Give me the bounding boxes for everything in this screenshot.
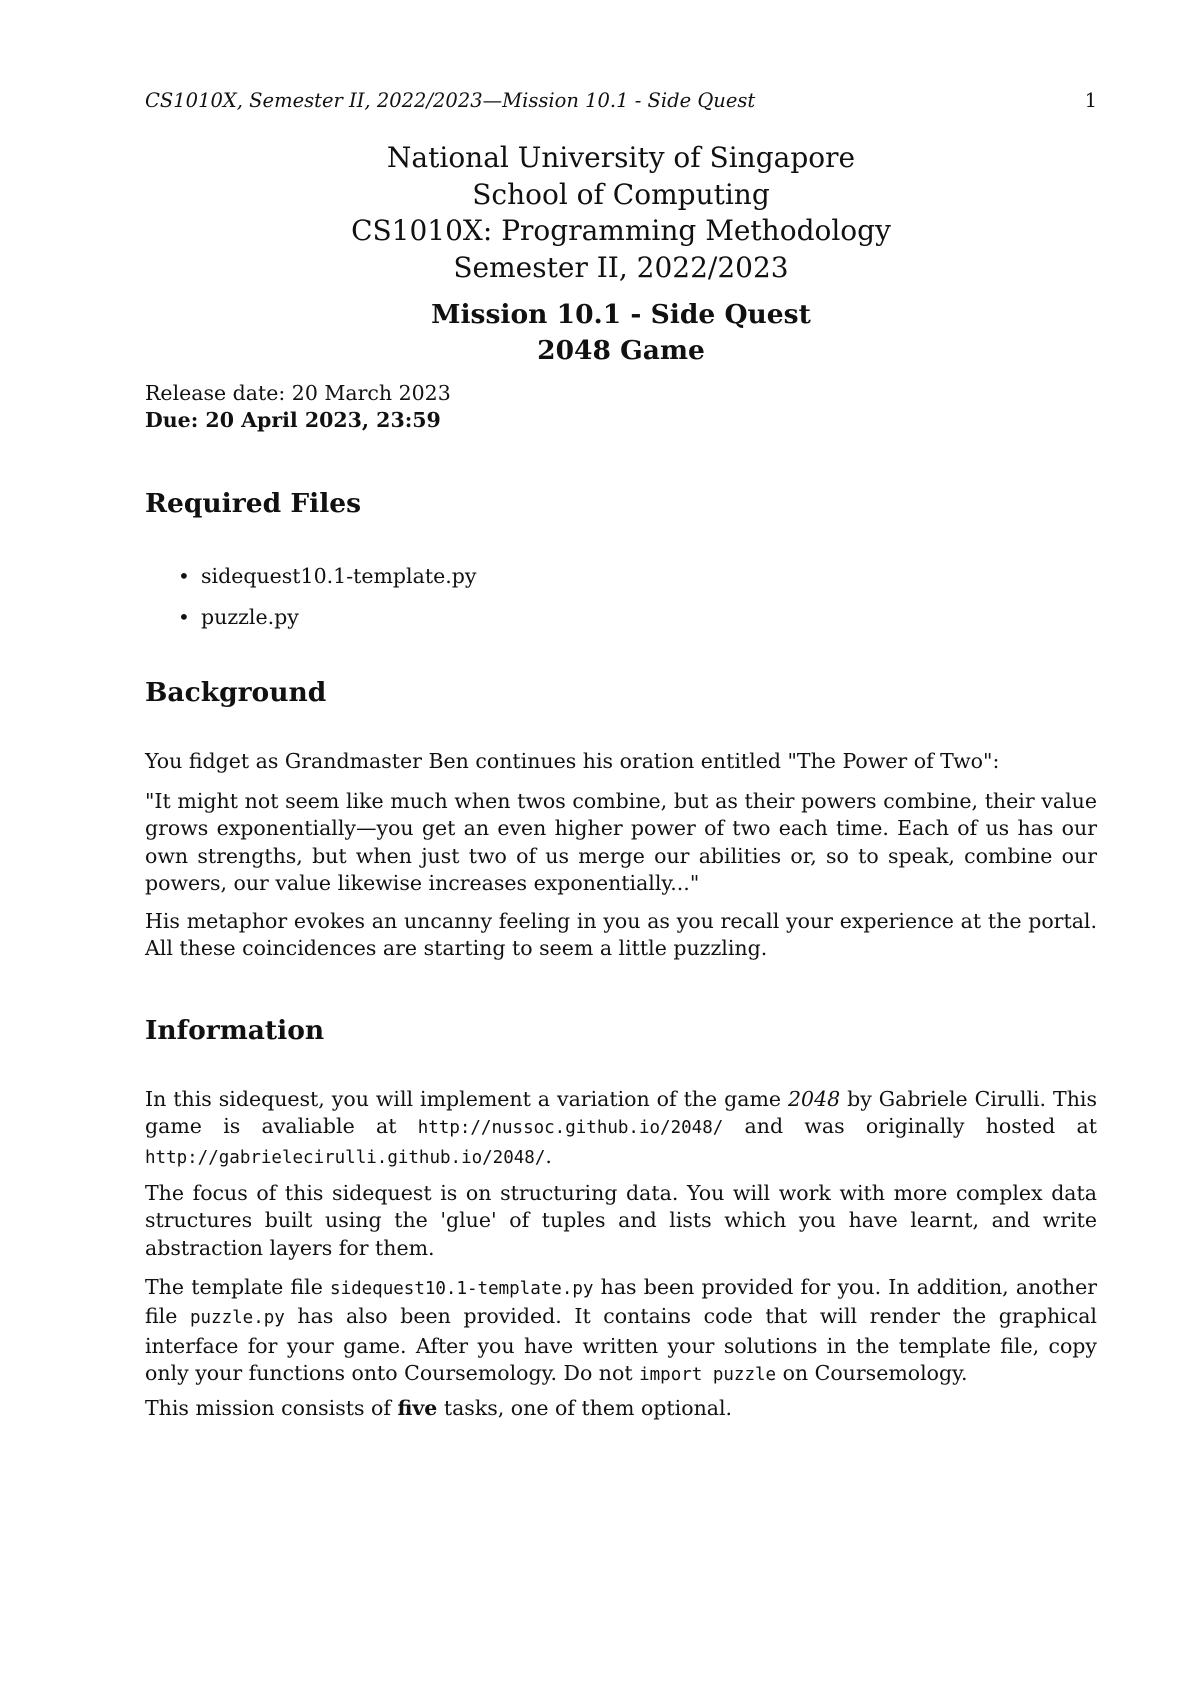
course-name: CS1010X: Programming Methodology [351, 214, 891, 247]
information-heading: Information [145, 1015, 325, 1046]
information-paragraph-4 [145, 1395, 1097, 1422]
info-p1-text-c: and was originally hosted at [723, 1114, 1097, 1139]
list-item: • puzzle.py [145, 597, 476, 638]
school-name: School of Computing [472, 177, 770, 211]
info-p1-text-a: In this sidequest, you will implement a variation of the game [145, 1087, 788, 1111]
title-block [145, 140, 1097, 369]
task-count: five [397, 1396, 438, 1420]
info-p1-text-b: by Gabriele Cirulli. This game is avaliable at [145, 1087, 1097, 1139]
information-paragraph-3 [145, 1274, 1097, 1389]
background-paragraph-1: You fidget as Grandmaster Ben continues his oration entitled "The Power of Two": [145, 749, 1000, 773]
background-paragraph-2: "It might not seem like much when twos combine, but as their powers combine, their value grows exponentially—you get an even higher power of two each time. Each of us has our own strengths, but when just two of us merge our abilities or, so to speak, combine our powers, our value likewise increases exponentially..." [145, 789, 1097, 895]
info-p4-text-a: This mission consists of [145, 1396, 398, 1420]
info-p3-text-d: on Coursemology. [776, 1360, 968, 1385]
information-paragraph-2: The focus of this sidequest is on structuring data. You will work with more complex data structures built using the 'glue' of tuples and lists which you have learnt, and write abstraction layers for them. [145, 1181, 1097, 1260]
info-p3-text-c: has also been provided. It contains code that will render the graphical interface for your game. After you have written your solutions in the template file, copy only your functions onto Coursemology. Do not [145, 1304, 1097, 1385]
running-header [145, 88, 1097, 114]
required-files-list [145, 556, 476, 638]
page-number: 1 [1084, 89, 1097, 112]
due-date: Due: 20 April 2023, 23:59 [145, 408, 441, 432]
template-filename: sidequest10.1-template.py [330, 1279, 594, 1299]
list-item: • sidequest10.1-template.py [145, 556, 476, 597]
game-title: 2048 [787, 1087, 841, 1111]
university-name: National University of Singapore [386, 141, 856, 174]
required-files-heading: Required Files [145, 488, 362, 519]
mission-title: Mission 10.1 - Side Quest [431, 299, 811, 330]
info-p3-text-b: has been provided for you. In addition, another file [145, 1275, 1097, 1329]
mission-subtitle: 2048 Game [537, 335, 705, 366]
puzzle-filename: puzzle.py [189, 1308, 285, 1329]
release-date: Release date: 20 March 2023 [145, 381, 451, 405]
running-title: CS1010X, Semester II, 2022/2023—Mission 10.1 - Side Quest [145, 89, 756, 112]
url-gabrielecirulli[interactable]: http://gabrielecirulli.github.io/2048/ [145, 1147, 546, 1168]
information-paragraph-1 [145, 1086, 1097, 1172]
info-p4-text-b: tasks, one of them optional. [437, 1396, 733, 1420]
semester: Semester II, 2022/2023 [453, 250, 789, 284]
info-p3-text-a: The template file [145, 1275, 331, 1299]
dates-block [145, 380, 451, 434]
import-code: import puzzle [639, 1364, 777, 1385]
background-heading: Background [145, 677, 327, 708]
info-p1-text-d: . [545, 1143, 552, 1168]
url-nussoc[interactable]: http://nussoc.github.io/2048/ [417, 1118, 724, 1139]
background-paragraph-3: His metaphor evokes an uncanny feeling in you as you recall your experience at the portal. All these coincidences are starting to seem a little puzzling. [145, 909, 1097, 961]
